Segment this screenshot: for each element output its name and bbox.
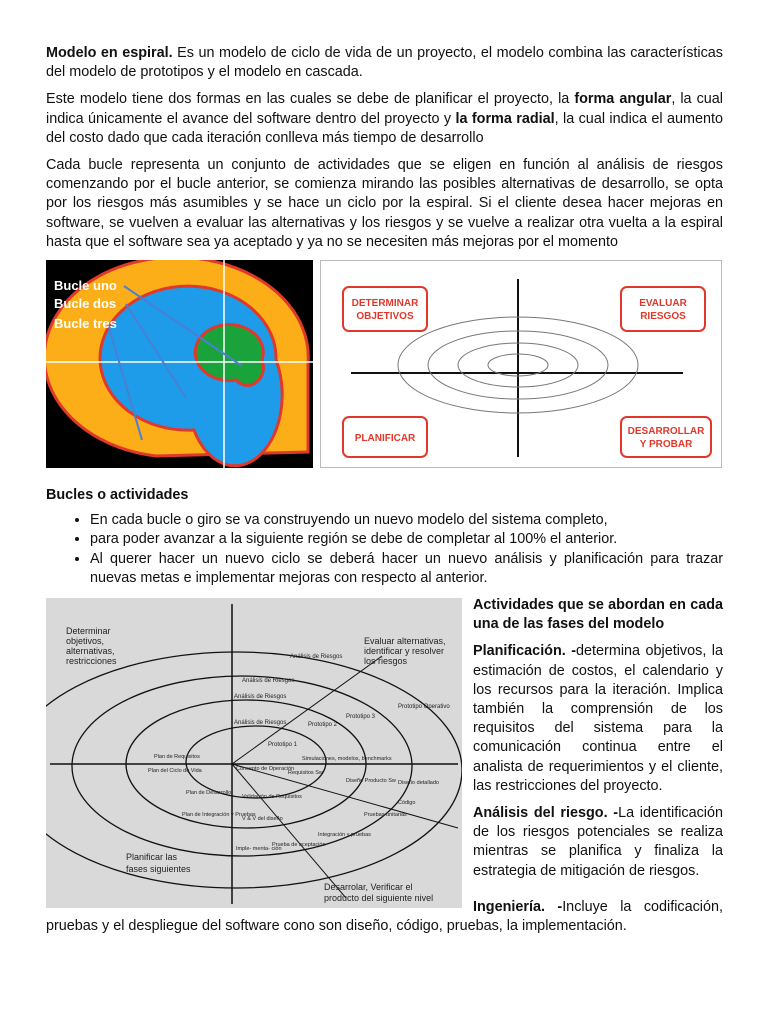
q1-line-1: DETERMINAR: [351, 298, 419, 310]
engineering-text: Incluye la codificación, pruebas y el despliegue del software cono son diseño, código, pruebas, la implementación.: [46, 899, 724, 935]
box-evaluar: [621, 287, 705, 331]
label-plan-requisitos: Plan de Requisitos: [154, 754, 200, 761]
box-desarrollar: [621, 417, 711, 457]
spiral-loops-figure: [46, 260, 313, 468]
prototype-3: Prototipo 3: [346, 714, 376, 721]
intro-paragraph-3: Cada bucle representa un conjunto de actividades que se eligen en función al análisis de riesgos comenzando por el bucle anterior, se comienza mirando las posibles alternativas de desarrollo, se opta por los riesgos más asumibles y se hace un ciclo por la espiral. Si el cliente desea hacer mejoras en software, se vuelven a evaluar las alternativas y los riesgos y se vuelve a realizar otra vuelta a la espiral hasta que el software sea ya aceptado y ya no se necesiten más mejoras por el momento: [46, 157, 723, 250]
label-requisitos-sw: Requisitos Sw: [288, 770, 323, 777]
label-diseno-producto: Diseño Producto Sw: [346, 778, 396, 785]
label-prueba-aceptacion: Prueba de aceptación: [272, 842, 326, 849]
q4-line-1: DESARROLLAR: [627, 426, 705, 438]
intro-text-2c: , la cual indica únicamente el avance del software dentro del proyecto y: [46, 91, 723, 127]
phase-activities-column: [473, 596, 723, 889]
q1-line-2: OBJETIVOS: [356, 311, 414, 323]
label-plan-desarrollo: Plan de Desarrollo: [186, 790, 232, 797]
term-forma-radial: la forma radial: [455, 110, 555, 127]
term-spiral-model: Modelo en espiral.: [46, 45, 173, 61]
risk-label-1: Análisis de Riesgos: [290, 654, 343, 661]
risk-label-3: Análisis de Riesgos: [234, 694, 287, 701]
term-forma-angular: forma angular: [574, 91, 672, 108]
label-bucle-tres: Bucle tres: [54, 316, 117, 332]
engineering-paragraph: [46, 898, 723, 936]
risk-title: Análisis del riesgo. -: [473, 805, 619, 822]
label-plan-ciclo-vida: Plan del Ciclo de Vida: [148, 768, 202, 775]
corner-tl: Determinar objetivos, alternativas, restricciones: [66, 626, 117, 667]
label-bucle-dos: Bucle dos: [54, 296, 117, 312]
engineering-first-line: [46, 898, 723, 936]
quadrant-figure: [320, 260, 722, 468]
prototype-2: Prototipo 2: [308, 722, 338, 729]
label-pruebas-unitarias: Pruebas unitarias: [364, 812, 407, 819]
intro-text-2d: , la cual indica el aumento del costo dado que cada iteración conlleva más tiempo de desarrollo: [46, 110, 723, 146]
label-concepto-operacion: Concepto de Operación: [236, 766, 295, 773]
label-validacion-requisitos: Validación de Requisitos: [242, 794, 302, 801]
spiral-loops-svg: [46, 260, 313, 468]
q4-line-2: Y PROBAR: [639, 439, 693, 451]
corner-tr: Evaluar alternativas, identificar y resolver los riesgos: [364, 636, 446, 667]
document-page: [46, 44, 723, 938]
intro-text-1: Es un modelo de ciclo de vida de un proyecto, el modelo combina las características del modelo de prototipos y el modelo en cascada.: [46, 45, 723, 81]
activities-heading: Actividades que se abordan en cada una de las fases del modelo: [473, 597, 723, 633]
label-codigo: Código: [398, 800, 416, 807]
label-integracion-pruebas: Integración y pruebas: [318, 832, 371, 839]
engineering-title: Ingeniería. -: [473, 899, 563, 916]
label-diseno-detallado: Diseño detallado: [398, 780, 439, 787]
risk-label-2: Análisis de Riesgos: [242, 678, 295, 685]
bullet-item: • En cada bucle o giro se va construyendo un nuevo modelo del sistema completo,: [90, 511, 723, 530]
q2-line-1: EVALUAR: [639, 298, 687, 310]
lower-section: [46, 598, 723, 938]
bullet-item: • Al querer hacer un nuevo ciclo se deberá hacer un nuevo análisis y planificación para trazar nuevas metas e implementar mejoras con respecto al anterior.: [90, 550, 723, 588]
quadrant-svg: [321, 261, 721, 467]
figure-row: [46, 260, 723, 470]
bullet-list: [46, 511, 723, 588]
q3-line-1: PLANIFICAR: [354, 433, 416, 445]
diag-s: [232, 764, 346, 898]
planning-text: determina objetivos, la estimación de costos, el calendario y los recursos para la iteración. Implica también la comprensión de los requisitos del sistema para la comunicación continua entre el analista de requerimientos y el cliente, las restricciones del proyecto.: [473, 643, 723, 794]
label-bucle-uno: Bucle uno: [54, 278, 117, 294]
intro-paragraph-2: [46, 90, 723, 148]
label-vv-diseno: V & V del diseño: [242, 816, 283, 823]
risk-text: La identificación de los riesgos potenciales se realiza mientras se planifica y finaliza la estrategia de mitigación de riesgos.: [473, 805, 724, 879]
label-plan-integracion: Plan de Integración y Pruebas: [182, 812, 256, 819]
prototype-1: Prototipo 1: [268, 742, 298, 749]
label-implementacion: Imple- menta- ción: [236, 846, 282, 853]
boehm-spiral-svg: [46, 598, 462, 908]
q2-line-2: RIESGOS: [640, 311, 686, 323]
diag-ne: [232, 656, 382, 764]
planning-title: Planificación. -: [473, 643, 577, 660]
intro-paragraph-1: [46, 44, 723, 82]
section-title: Bucles o actividades: [46, 487, 189, 504]
box-determinar: [343, 287, 427, 331]
label-simulaciones: Simulaciones, modelos, benchmarks: [302, 756, 392, 763]
bullet-item: • para poder avanzar a la siguiente región se debe de completar al 100% el anterior.: [90, 530, 723, 549]
boehm-spiral-figure: [46, 598, 462, 908]
corner-br: Desarrolar, Verificar el producto del siguiente nivel: [324, 882, 434, 904]
planning-paragraph: [473, 642, 723, 796]
risk-paragraph: [473, 804, 723, 881]
spiral-ring-4: [186, 726, 326, 801]
intro-text-2a: Este modelo tiene dos formas en las cuales se debe de planificar el proyecto, la: [46, 91, 575, 108]
prototype-operativo: Prototipo Operativo: [398, 704, 450, 711]
risk-label-4: Análisis de Riesgos: [234, 720, 287, 727]
corner-bl: Planificar las fases siguientes: [126, 852, 191, 875]
